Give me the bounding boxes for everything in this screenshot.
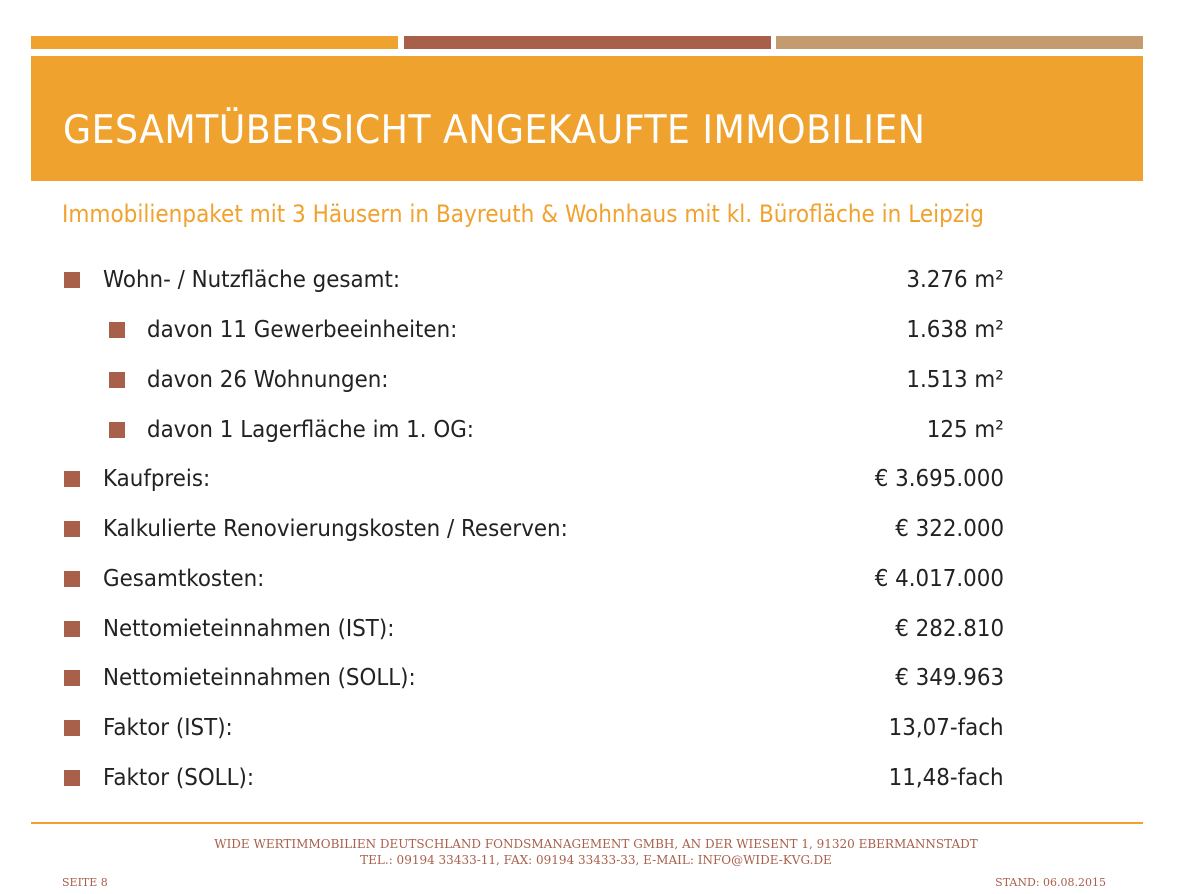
page-number: SEITE 8 <box>62 876 108 889</box>
item-value: € 349.963 <box>895 665 1004 691</box>
list-item-apartments <box>0 365 1192 395</box>
square-bullet-icon <box>109 322 125 338</box>
list-item-renovation-costs <box>0 514 1192 544</box>
item-value: 11,48-fach <box>889 765 1004 791</box>
item-label: Faktor (IST): <box>103 715 233 741</box>
footer-company-address: WIDE WERTIMMOBILIEN DEUTSCHLAND FONDSMANAGEMENT GMBH, AN DER WIESENT 1, 91320 EBERMANNSTADT <box>214 837 978 851</box>
item-value: 1.638 m² <box>906 317 1004 343</box>
square-bullet-icon <box>64 670 80 686</box>
list-item-net-rent-target <box>0 663 1192 693</box>
item-label: davon 11 Gewerbeeinheiten: <box>147 317 458 343</box>
item-value: 3.276 m² <box>906 267 1004 293</box>
item-value: 13,07-fach <box>889 715 1004 741</box>
item-label: Faktor (SOLL): <box>103 765 255 791</box>
square-bullet-icon <box>64 471 80 487</box>
square-bullet-icon <box>64 770 80 786</box>
square-bullet-icon <box>64 720 80 736</box>
square-bullet-icon <box>64 272 80 288</box>
list-item-factor-actual <box>0 713 1192 743</box>
item-value: € 322.000 <box>895 516 1004 542</box>
square-bullet-icon <box>64 621 80 637</box>
document-date: STAND: 06.08.2015 <box>995 876 1106 889</box>
item-label: Gesamtkosten: <box>103 566 265 592</box>
item-label: davon 26 Wohnungen: <box>147 367 389 393</box>
item-label: davon 1 Lagerfläche im 1. OG: <box>147 417 475 443</box>
square-bullet-icon <box>64 571 80 587</box>
title-banner <box>31 56 1143 181</box>
list-item-storage-area <box>0 415 1192 445</box>
footer-divider <box>31 822 1143 824</box>
item-label: Nettomieteinnahmen (IST): <box>103 616 395 642</box>
list-item-factor-target <box>0 763 1192 793</box>
square-bullet-icon <box>109 422 125 438</box>
item-value: 125 m² <box>926 417 1004 443</box>
page-subtitle: Immobilienpaket mit 3 Häusern in Bayreuth & Wohnhaus mit kl. Bürofläche in Leipzig <box>62 200 984 228</box>
list-item-total-costs <box>0 564 1192 594</box>
list-item-purchase-price <box>0 464 1192 494</box>
list-item-net-rent-actual <box>0 614 1192 644</box>
decor-stripe-orange <box>31 36 398 49</box>
item-label: Nettomieteinnahmen (SOLL): <box>103 665 416 691</box>
item-value: € 282.810 <box>895 616 1004 642</box>
item-value: € 3.695.000 <box>874 466 1004 492</box>
list-item-commercial-units <box>0 315 1192 345</box>
square-bullet-icon <box>109 372 125 388</box>
item-label: Wohn- / Nutzfläche gesamt: <box>103 267 401 293</box>
footer-contact-info: TEL.: 09194 33433-11, FAX: 09194 33433-33, E-MAIL: INFO@WIDE-KVG.DE <box>360 853 832 867</box>
list-item-total-area <box>0 265 1192 295</box>
decor-stripe-brown <box>404 36 771 49</box>
item-label: Kaufpreis: <box>103 466 211 492</box>
decor-stripe-tan <box>776 36 1143 49</box>
item-label: Kalkulierte Renovierungskosten / Reserven: <box>103 516 568 542</box>
item-value: 1.513 m² <box>906 367 1004 393</box>
item-value: € 4.017.000 <box>874 566 1004 592</box>
page-title: GESAMTÜBERSICHT ANGEKAUFTE IMMOBILIEN <box>63 108 926 153</box>
square-bullet-icon <box>64 521 80 537</box>
